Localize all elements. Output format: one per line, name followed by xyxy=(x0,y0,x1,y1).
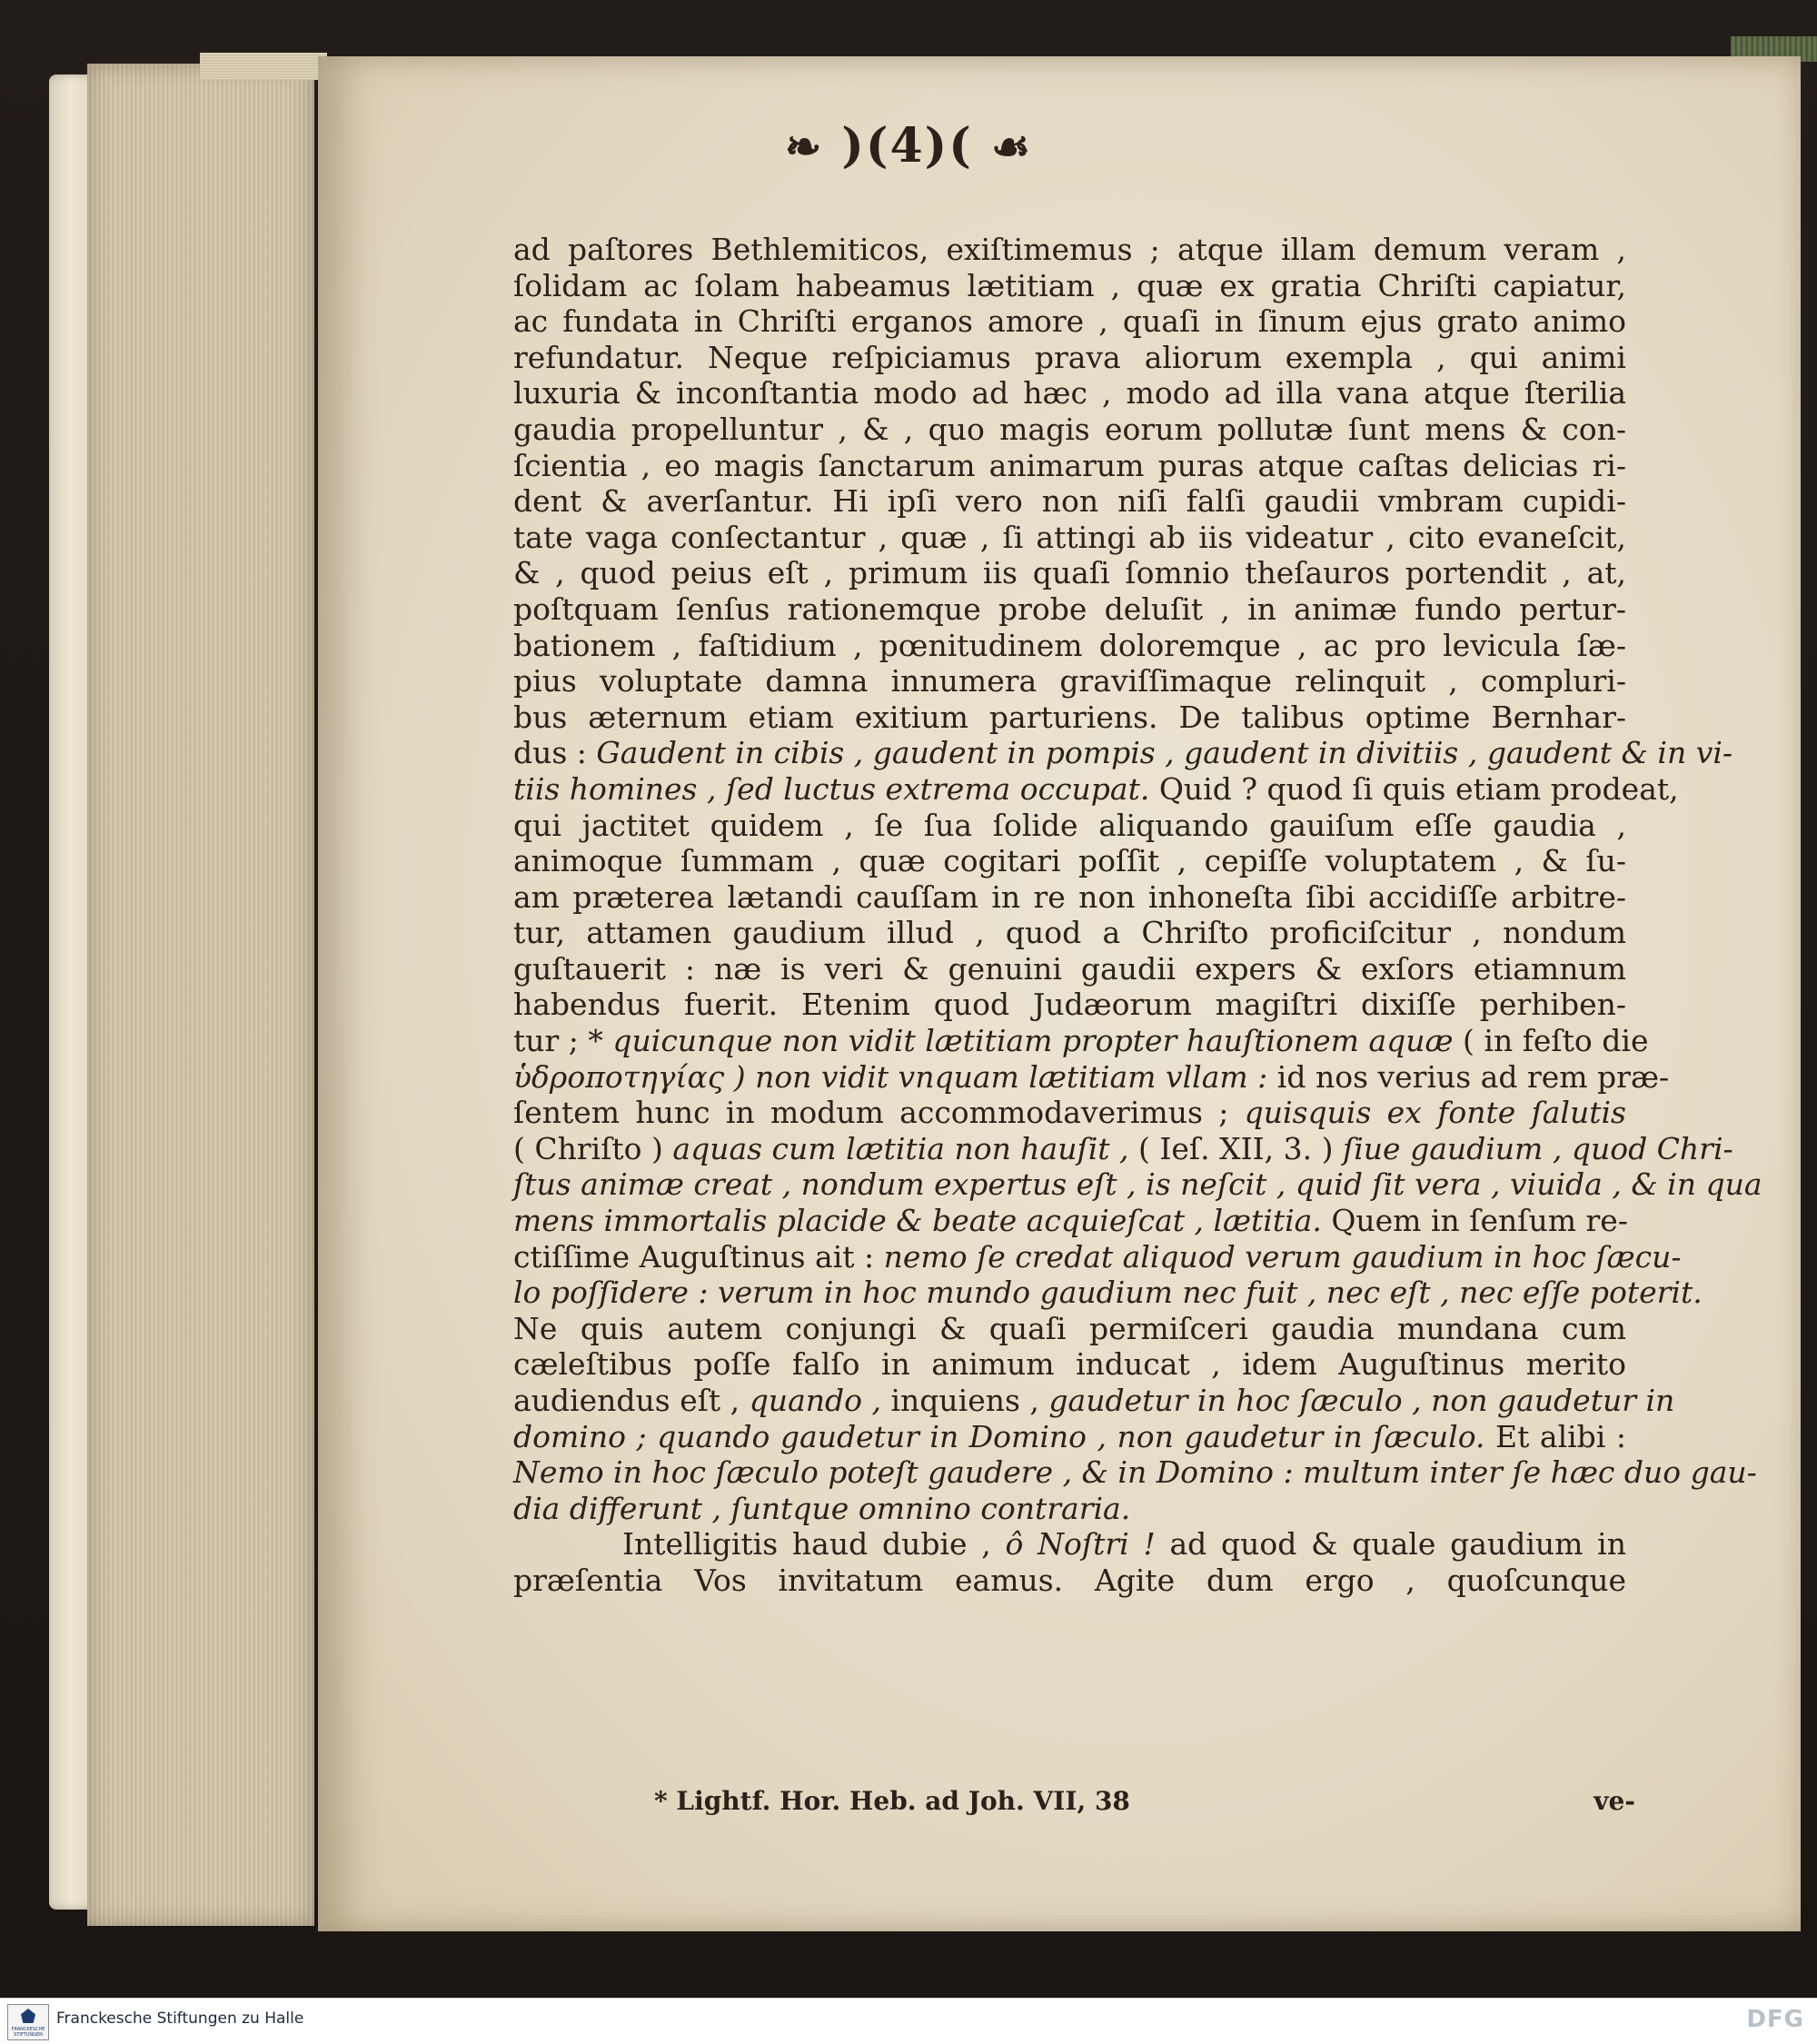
roman-run: ( in feſto die xyxy=(1463,1023,1649,1059)
page-number: )(4)( xyxy=(841,118,973,174)
roman-run: am præterea lætandi cauſſam in re non inhoneſta ſibi accidiſſe arbitre- xyxy=(513,878,1626,915)
italic-run: ſiue gaudium , quod Chri- xyxy=(1343,1130,1733,1166)
dfg-logo[interactable]: DFG xyxy=(1746,2006,1804,2033)
body-text xyxy=(513,232,1762,1599)
roman-run: præſentia Vos invitatum eamus. Agite dum ergo , quoſcunque xyxy=(513,1562,1626,1598)
text-line xyxy=(513,951,1626,987)
roman-run: dus : xyxy=(513,735,587,771)
institution-logo[interactable] xyxy=(7,2004,49,2040)
text-line xyxy=(513,987,1626,1023)
italic-run: quisquis ex fonte ſalutis xyxy=(1244,1095,1626,1131)
text-line xyxy=(513,1023,1649,1059)
text-line xyxy=(513,555,1626,591)
italic-run: domino ; quando gaudetur in Domino , non gaudetur in ſæculo. xyxy=(513,1418,1485,1454)
roman-run: ( Chriſto ) xyxy=(513,1130,663,1166)
roman-run: inquiens , xyxy=(890,1383,1039,1418)
text-line xyxy=(513,735,1733,771)
text-line xyxy=(513,770,1679,808)
roman-run: Et alibi : xyxy=(1495,1418,1626,1454)
left-ornament-icon: ❧ xyxy=(784,122,824,173)
building-icon xyxy=(21,2009,35,2023)
text-line xyxy=(513,303,1626,340)
roman-run: id nos verius ad rem præ- xyxy=(1276,1058,1670,1095)
footnote xyxy=(654,1786,1635,1816)
roman-run: ſolidam ac ſolam habeamus lætitiam , quæ ex gratia Chriſti capiatur, xyxy=(513,267,1626,303)
page-edges xyxy=(87,64,314,1926)
text-line xyxy=(513,1491,1626,1527)
roman-run: Ne quis autem conjungi & quaſi permiſceri gaudia mundana cum xyxy=(513,1310,1626,1346)
text-line xyxy=(513,375,1626,412)
text-line xyxy=(513,232,1626,268)
roman-run: ad paſtores Bethlemiticos, exiſtimemus ; atque illam demum veram , xyxy=(513,232,1626,267)
page-edges-top xyxy=(200,53,327,80)
roman-run: bus æternum etiam exitium parturiens. De talibus optime Bernhar- xyxy=(513,699,1626,735)
roman-run: cæleſtibus poſſe falſo in animum inducat , idem Auguſtinus merito xyxy=(513,1346,1626,1383)
text-line xyxy=(513,843,1626,879)
text-line xyxy=(513,1130,1733,1167)
roman-run: ac fundata in Chriſti erganos amore , quaſi in ſinum ejus grato animo xyxy=(513,303,1626,340)
text-line xyxy=(513,448,1626,484)
italic-run: mens immortalis placide & beate acquieſcat , lætitia. xyxy=(513,1203,1322,1239)
viewer-footer xyxy=(0,1998,1817,2044)
roman-run: Quem in ſenſum re- xyxy=(1331,1203,1628,1239)
text-line xyxy=(513,1419,1626,1455)
italic-run: dia differunt , ſuntque omnino contraria. xyxy=(513,1490,1131,1526)
italic-run: quando , xyxy=(749,1383,881,1418)
text-line xyxy=(513,1058,1670,1096)
roman-run: ſentem hunc in modum accommodaverimus ; xyxy=(513,1095,1229,1131)
italic-run: * quicunque non vidit lætitiam propter hauſtionem aquæ xyxy=(588,1023,1454,1059)
roman-run: luxuria & inconſtantia modo ad hæc , modo ad illa vana atque ſterilia xyxy=(513,375,1626,412)
roman-run: Intelligitis haud dubie , xyxy=(622,1526,991,1563)
italic-run: tiis homines , ſed luctus extrema occupat. xyxy=(513,770,1150,807)
text-line xyxy=(513,1095,1626,1131)
text-line xyxy=(513,1526,1626,1563)
text-line xyxy=(513,915,1626,951)
roman-run: tur ; xyxy=(513,1023,579,1059)
text-line xyxy=(513,520,1626,556)
roman-run: tur, attamen gaudium illud , quod a Chriſto proficiſcitur , nondum xyxy=(513,915,1626,951)
roman-run: animoque ſummam , quæ cogitari poſſit , cepiſſe voluptatem , & ſu- xyxy=(513,843,1626,879)
text-line xyxy=(513,1166,1762,1203)
roman-run: pius voluptate damna innumera graviſſimaque relinquit , compluri- xyxy=(513,663,1626,700)
roman-run: dent & averſantur. Hi ipſi vero non niſi falſi gaudii vmbram cupidi- xyxy=(513,483,1626,520)
text-line xyxy=(513,1346,1626,1383)
roman-run: bationem , faſtidium , pœnitudinem doloremque , ac pro levicula ſæ- xyxy=(513,627,1626,663)
italic-run: lo poſſidere : verum in hoc mundo gaudium nec fuit , nec eſt , nec eſſe poterit. xyxy=(513,1275,1703,1311)
text-line xyxy=(513,340,1626,376)
roman-run: ad quod & quale gaudium in xyxy=(1169,1526,1626,1563)
roman-run: gaudia propelluntur , & , quo magis eorum pollutæ ſunt mens & con- xyxy=(513,411,1626,447)
catchword: ve- xyxy=(1594,1786,1635,1816)
institution-name[interactable]: Franckesche Stiftungen zu Halle xyxy=(56,2009,304,2028)
roman-run: ( Ieſ. XII, 3. ) xyxy=(1138,1130,1334,1166)
roman-run: ctiſſime Auguſtinus ait : xyxy=(513,1238,875,1275)
text-line xyxy=(513,483,1626,520)
text-line xyxy=(513,700,1626,736)
roman-run: ſcientia , eo magis ſanctarum animarum puras atque caſtas delicias ri- xyxy=(513,447,1626,483)
italic-run: ô Noſtri ! xyxy=(1005,1526,1156,1563)
text-line xyxy=(513,1383,1675,1419)
italic-run: ὑδροποτηγίας ) non vidit vnquam lætitiam vllam : xyxy=(513,1058,1268,1095)
italic-run: gaudetur in hoc ſæculo , non gaudetur in xyxy=(1048,1383,1675,1418)
italic-run: Gaudent in cibis , gaudent in pompis , gaudent in divitiis , gaudent & in vi- xyxy=(596,735,1733,771)
text-line xyxy=(513,1311,1626,1347)
roman-run: poſtquam ſenſus rationemque probe deluſit , in animæ fundo pertur- xyxy=(513,590,1626,627)
page-header xyxy=(0,118,1817,174)
italic-run: aquas cum lætitia non hauſit , xyxy=(672,1130,1129,1166)
text-line xyxy=(513,1563,1626,1599)
text-line xyxy=(513,268,1626,304)
roman-run: audiendus eſt , xyxy=(513,1383,740,1418)
text-line xyxy=(513,1454,1757,1491)
roman-run: Quid ? quod ſi quis etiam prodeat, xyxy=(1158,770,1679,807)
logo-text: FRANCKESCHE STIFTUNGEN xyxy=(11,2027,45,2038)
text-line xyxy=(513,808,1626,844)
text-line xyxy=(513,628,1626,664)
roman-run: guſtauerit : næ is veri & genuini gaudii expers & exſors etiamnum xyxy=(513,950,1626,987)
text-line xyxy=(513,663,1626,700)
text-line xyxy=(513,1203,1626,1239)
text-line xyxy=(513,879,1626,916)
roman-run: refundatur. Neque reſpiciamus prava aliorum exempla , qui animi xyxy=(513,339,1626,375)
text-line xyxy=(513,1238,1682,1275)
italic-run: ſtus animæ creat , nondum expertus eſt , is neſcit , quid ſit vera , viuida , & in qua xyxy=(513,1166,1762,1203)
roman-run: tate vaga conſectantur , quæ , ſi attingi ab iis videatur , cito evaneſcit, xyxy=(513,519,1626,555)
footnote-text: * Lightf. Hor. Heb. ad Joh. VII, 38 xyxy=(654,1786,1130,1816)
right-ornament-icon: ☙ xyxy=(991,122,1033,173)
text-line xyxy=(513,1275,1703,1311)
text-line xyxy=(513,591,1626,628)
roman-run: habendus fuerit. Etenim quod Judæorum magiſtri dixiſſe perhiben- xyxy=(513,987,1626,1023)
roman-run: & , quod peius eſt , primum iis quaſi ſomnio theſauros portendit , at, xyxy=(513,555,1626,591)
roman-run: qui jactitet quidem , ſe ſua ſolide aliquando gauiſum eſſe gaudia , xyxy=(513,807,1626,843)
italic-run: nemo ſe credat aliquod verum gaudium in hoc ſæcu- xyxy=(883,1238,1682,1275)
italic-run: Nemo in hoc ſæculo poteſt gaudere , & in Domino : multum inter ſe hæc duo gau- xyxy=(513,1454,1757,1491)
text-line xyxy=(513,412,1626,448)
